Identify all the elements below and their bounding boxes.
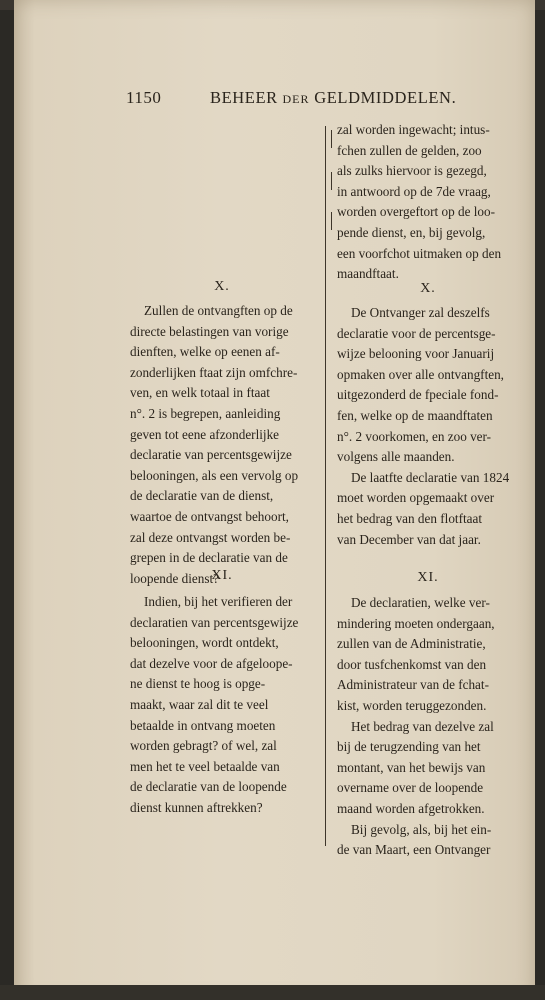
text-line: declaratie voor de percentsge- xyxy=(337,325,496,341)
text-line: De laatfte declaratie van 1824 xyxy=(351,469,510,485)
text-line: mindering moeten ondergaan, xyxy=(337,615,495,631)
paragraph xyxy=(337,303,519,468)
right-section-x xyxy=(337,303,519,550)
text-line: men het te veel betaalde van xyxy=(130,758,280,774)
text-line: De Ontvanger zal deszelfs xyxy=(351,305,490,320)
text-line: worden overgeftort op de loo- xyxy=(337,204,495,220)
text-line: belooningen, als een vervolg op xyxy=(130,467,299,483)
text-line: overname over de loopende xyxy=(337,780,484,796)
text-line: dat dezelve voor de afgeloope- xyxy=(130,655,293,671)
text-line: een voorfchot uitmaken op den xyxy=(337,245,502,261)
text-line: fen, welke op de maandftaten xyxy=(337,407,493,423)
text-line: van December van dat jaar. xyxy=(337,531,481,547)
text-line: de declaratie van de dienst, xyxy=(130,488,274,504)
text-line: zonderlijken ftaat zijn omfchre- xyxy=(130,364,298,380)
text-line: als zulks hiervoor is gezegd, xyxy=(337,163,487,179)
section-heading-x-right: X. xyxy=(420,281,436,296)
text-line: declaratien van percentsgewijze xyxy=(130,614,299,630)
text-line: Administrateur van de fchat- xyxy=(337,677,489,693)
text-line: ven, en welk totaal in ftaat xyxy=(130,385,270,401)
section-heading-xi-right: XI. xyxy=(417,570,439,585)
text-line: door tusfchenkomst van den xyxy=(337,656,487,672)
text-line: maand worden afgetrokken. xyxy=(337,800,485,816)
left-section-x xyxy=(130,301,314,589)
text-line: belooningen, wordt ontdekt, xyxy=(130,635,279,651)
text-line: betaalde in ontvang moeten xyxy=(130,717,276,733)
continuation-paragraph xyxy=(337,120,519,285)
text-line: zal deze ontvangst worden be- xyxy=(130,529,291,545)
paragraph xyxy=(337,468,519,550)
text-line: moet worden opgemaakt over xyxy=(337,490,495,506)
text-line: wijze belooning voor Januarij xyxy=(337,346,495,362)
title-small-caps: DER xyxy=(282,92,310,106)
text-line: de declaratie van de loopende xyxy=(130,779,287,795)
paragraph xyxy=(337,820,519,861)
text-line: bij de terugzending van het xyxy=(337,739,481,755)
text-line: opmaken over alle ontvangften, xyxy=(337,366,504,382)
text-line: ne dienst te hoog is opge- xyxy=(130,676,266,692)
paragraph xyxy=(337,717,519,820)
text-line: uitgezonderd de fpeciale fond- xyxy=(337,387,499,403)
margin-line-mark xyxy=(331,172,332,190)
paragraph xyxy=(130,592,314,819)
text-line: in antwoord op de 7de vraag, xyxy=(337,183,491,199)
text-line: loopende dienst? xyxy=(130,570,219,586)
text-line: zal worden ingewacht; intus- xyxy=(337,122,490,137)
text-line: geven tot eene afzonderlijke xyxy=(130,426,280,442)
left-section-xi xyxy=(130,592,314,819)
text-line: Bij gevolg, als, bij het ein- xyxy=(351,821,492,837)
running-title xyxy=(210,88,456,108)
text-line: fchen zullen de gelden, zoo xyxy=(337,142,482,158)
text-line: montant, van het bewijs van xyxy=(337,759,486,775)
text-line: zullen van de Administratie, xyxy=(337,636,486,652)
text-line: maakt, waar zal dit te veel xyxy=(130,696,269,712)
right-section-xi xyxy=(337,593,519,861)
running-head xyxy=(126,88,466,112)
title-part-1: BEHEER xyxy=(210,88,283,107)
text-line: maandftaat. xyxy=(337,266,399,282)
text-line: waartoe de ontvangst behoort, xyxy=(130,508,289,524)
text-line: kist, worden teruggezonden. xyxy=(337,697,487,713)
text-line: declaratie van percentsgewijze xyxy=(130,447,292,463)
text-line: grepen in de declaratie van de xyxy=(130,550,288,566)
text-line: worden gebragt? of wel, zal xyxy=(130,738,277,754)
text-line: n°. 2 voorkomen, en zoo ver- xyxy=(337,428,492,444)
text-line: dienften, welke op eenen af- xyxy=(130,344,280,360)
title-part-2: GELDMIDDELEN. xyxy=(309,88,457,107)
paragraph xyxy=(130,301,314,589)
text-line: de van Maart, een Ontvanger xyxy=(337,842,491,858)
paragraph xyxy=(337,593,519,717)
text-line: dienst kunnen aftrekken? xyxy=(130,799,263,815)
text-line: n°. 2 is begrepen, aanleiding xyxy=(130,405,281,421)
margin-line-mark xyxy=(331,212,332,230)
text-line: directe belastingen van vorige xyxy=(130,323,289,339)
text-line: Het bedrag van dezelve zal xyxy=(351,718,494,734)
text-line: Zullen de ontvangften op de xyxy=(144,303,293,318)
margin-line-mark xyxy=(331,130,332,148)
text-line: volgens alle maanden. xyxy=(337,449,455,465)
section-heading-xi-left: XI. xyxy=(211,568,233,583)
right-column xyxy=(337,120,519,285)
text-line: De declaratien, welke ver- xyxy=(351,595,490,610)
scan-bottom-edge xyxy=(0,985,545,1000)
page-number: 1150 xyxy=(126,88,162,107)
text-line: het bedrag van den flotftaat xyxy=(337,510,482,526)
text-line: pende dienst, en, bij gevolg, xyxy=(337,224,486,240)
text-line: Indien, bij het verifieren der xyxy=(144,594,293,609)
column-rule xyxy=(325,126,326,846)
section-heading-x-left: X. xyxy=(214,279,230,294)
